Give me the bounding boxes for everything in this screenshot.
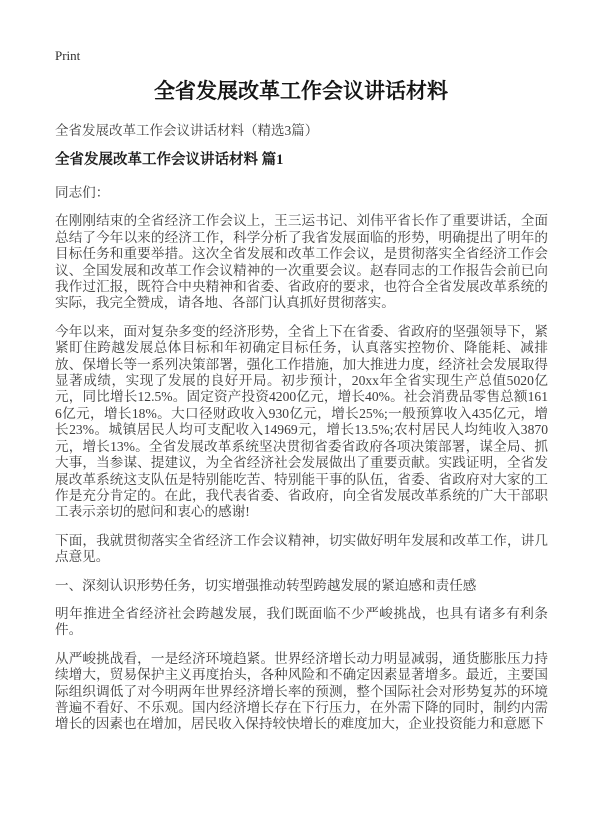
paragraph-intro: 在刚刚结束的全省经济工作会议上，王三运书记、刘伟平省长作了重要讲话，全面总结了今年以来的经济工作，科学分析了我省发展面临的形势，明确提出了明年的目标任务和重要举措。这次全省发展和改革工作会议，是贯彻落实全省经济工作会议、全国发展和改革工作会议精神的一次重要会议。赵春同志的工作报告会前已向我作过汇报，既符合中央精神和省委、省政府的要求，也符合全省发展改革系统的实际，我完全赞成，请各地、各部门认真抓好贯彻落实。 bbox=[55, 213, 548, 311]
paragraph-point-one-heading: 一、深刻认识形势任务，切实增强推动转型跨越发展的紧迫感和责任感 bbox=[55, 577, 477, 593]
print-link[interactable]: Print bbox=[55, 48, 81, 63]
paragraph-salutation: 同志们： bbox=[55, 185, 110, 200]
section-heading: 全省发展改革工作会议讲话材料 篇1 bbox=[55, 152, 284, 168]
paragraph-achievements: 今年以来，面对复杂多变的经济形势，全省上下在省委、省政府的坚强领导下，紧紧盯住跨越发展总体目标和年初确定目标任务，认真落实控物价、降能耗、减排放、保增长等一系列决策部署，强化工作措施，加大推进力度，经济社会发展取得显著成绩，实现了发展的良好开局。初步预计，20xx年全省实现生产总值5020亿元，同比增长12.5%。固定资产投资4200亿元，增长40%。社会消费品零售总额1616亿元，增长18%。大口径财政收入930亿元，增长25%;一般预算收入435亿元，增长23%。城镇居民人均可支配收入14969元，增长13.5%;农村居民人均纯收入3870元，增长13%。全省发展改革系统坚决贯彻省委省政府各项决策部署，谋全局、抓大事，当参谋、提建议，为全省经济社会发展做出了重要贡献。实践证明，全省发展改革系统这支队伍是特别能吃苦、特别能干事的队伍，省委、省政府对大家的工作是充分肯定的。在此，我代表省委、省政府，向全省发展改革系统的广大干部职工表示亲切的慰问和衷心的感谢! bbox=[55, 323, 548, 520]
paragraph-transition: 下面，我就贯彻落实全省经济工作会议精神，切实做好明年发展和改革工作，讲几点意见。 bbox=[55, 532, 548, 565]
page-title: 全省发展改革工作会议讲话材料 bbox=[154, 79, 448, 103]
doc-body bbox=[55, 185, 548, 733]
paragraph-outlook: 明年推进全省经济社会跨越发展，我们既面临不少严峻挑战，也具有诸多有利条件。 bbox=[55, 605, 548, 638]
doc-subtitle: 全省发展改革工作会议讲话材料（精选3篇） bbox=[55, 123, 319, 138]
paragraph-challenges: 从严峻挑战看，一是经济环境趋紧。世界经济增长动力明显减弱，通货膨胀压力持续增大，贸易保护主义再度抬头，各种风险和不确定因素显著增多。最近，主要国际组织调低了对今明两年世界经济增长率的预测，整个国际社会对形势复苏的环境普遍不看好、不乐观。国内经济增长存在下行压力，在外需下降的同时，制约内需增长的因素也在增加，居民收入保持较快增长的难度加大，企业投资能力和意愿下 bbox=[55, 650, 548, 732]
